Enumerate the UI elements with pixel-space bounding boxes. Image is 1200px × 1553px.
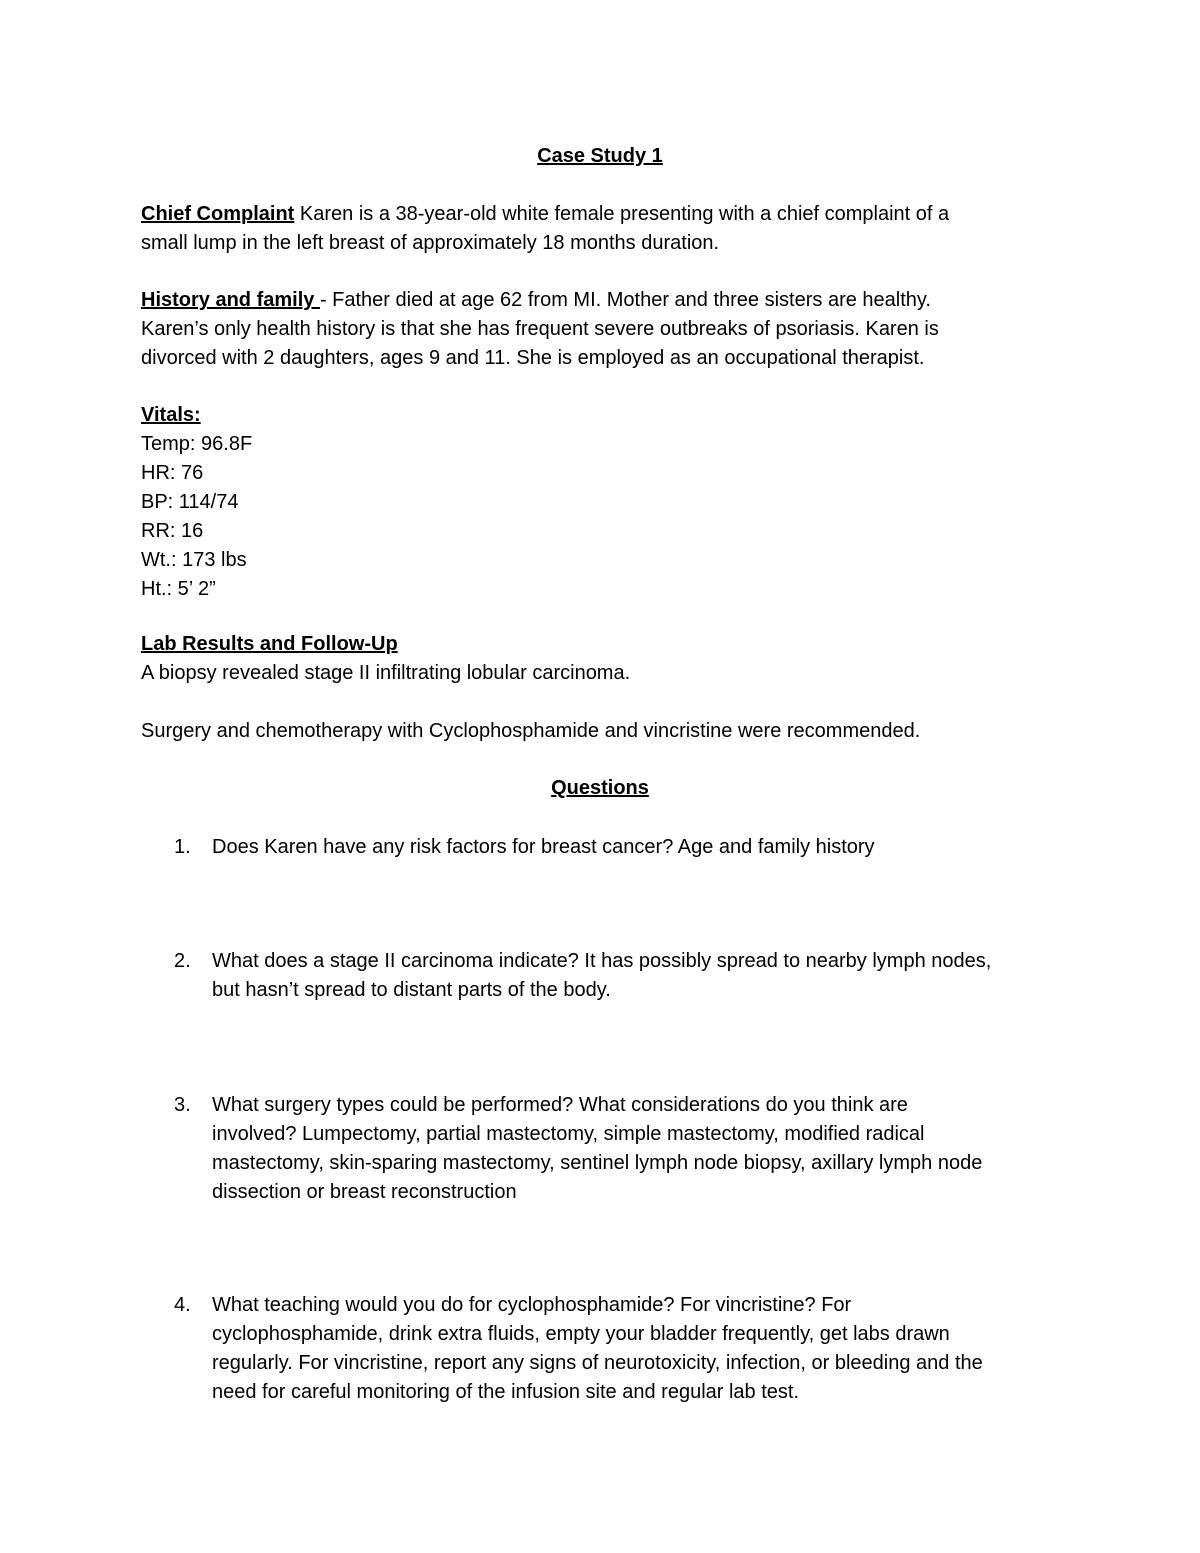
lab-line-2: Surgery and chemotherapy with Cyclophosphamide and vincristine were recommended. xyxy=(141,720,921,742)
vital-wt: Wt.: 173 lbs xyxy=(141,549,247,571)
vitals-heading: Vitals: xyxy=(141,404,201,426)
vital-hr: HR: 76 xyxy=(141,462,204,484)
question-2-text xyxy=(212,947,1072,1005)
history-line-3: divorced with 2 daughters, ages 9 and 11. She is employed as an occupational therapist. xyxy=(141,347,925,369)
question-2-number: 2. xyxy=(174,950,191,972)
chief-complaint-line-1 xyxy=(141,200,1061,229)
lab-section xyxy=(141,630,1061,688)
question-3-line-2: involved? Lumpectomy, partial mastectomy, simple mastectomy, modified radical xyxy=(212,1123,925,1145)
question-2-line-2: but hasn’t spread to distant parts of the body. xyxy=(212,979,611,1001)
question-3-line-3: mastectomy, skin-sparing mastectomy, sentinel lymph node biopsy, axillary lymph node xyxy=(212,1152,983,1174)
lab-recommendation xyxy=(141,717,1061,746)
history-line-2: Karen’s only health history is that she has frequent severe outbreaks of psoriasis. Karen is xyxy=(141,318,939,340)
chief-complaint-heading: Chief Complaint xyxy=(141,203,295,225)
question-4-line-2: cyclophosphamide, drink extra fluids, empty your bladder frequently, get labs drawn xyxy=(212,1323,950,1345)
question-1-number: 1. xyxy=(174,836,191,858)
question-4-line-3: regularly. For vincristine, report any signs of neurotoxicity, infection, or bleeding and the xyxy=(212,1352,983,1374)
chief-complaint-text-1: Karen is a 38-year-old white female presenting with a chief complaint of a xyxy=(294,203,950,225)
questions-heading: Questions xyxy=(551,777,649,799)
history-heading: History and family xyxy=(141,289,320,311)
page-title: Case Study 1 xyxy=(537,145,663,167)
question-4-number: 4. xyxy=(174,1294,191,1316)
vital-ht: Ht.: 5’ 2” xyxy=(141,578,216,600)
question-4-text xyxy=(212,1291,1072,1407)
vital-bp: BP: 114/74 xyxy=(141,491,239,513)
question-3-line-1: What surgery types could be performed? What considerations do you think are xyxy=(212,1094,908,1116)
question-3-text xyxy=(212,1091,1072,1207)
question-1-text xyxy=(212,833,1072,862)
chief-complaint-section xyxy=(141,200,1061,258)
question-4-line-1: What teaching would you do for cyclophosphamide? For vincristine? For xyxy=(212,1294,852,1316)
question-3-line-4: dissection or breast reconstruction xyxy=(212,1181,517,1203)
question-2-line-1: What does a stage II carcinoma indicate? It has possibly spread to nearby lymph nodes, xyxy=(212,950,992,972)
vital-rr: RR: 16 xyxy=(141,520,204,542)
vital-temp: Temp: 96.8F xyxy=(141,433,253,455)
history-section xyxy=(141,286,1061,373)
question-1-line-1: Does Karen have any risk factors for breast cancer? Age and family history xyxy=(212,836,875,858)
lab-heading: Lab Results and Follow-Up xyxy=(141,633,398,655)
question-3-number: 3. xyxy=(174,1094,191,1116)
question-4-line-4: need for careful monitoring of the infusion site and regular lab test. xyxy=(212,1381,800,1403)
history-line-1 xyxy=(141,286,1061,315)
chief-complaint-line-2: small lump in the left breast of approximately 18 months duration. xyxy=(141,232,720,254)
lab-line-1: A biopsy revealed stage II infiltrating lobular carcinoma. xyxy=(141,662,631,684)
history-text-1: - Father died at age 62 from MI. Mother and three sisters are healthy. xyxy=(319,289,931,311)
vitals-section xyxy=(141,401,1061,604)
